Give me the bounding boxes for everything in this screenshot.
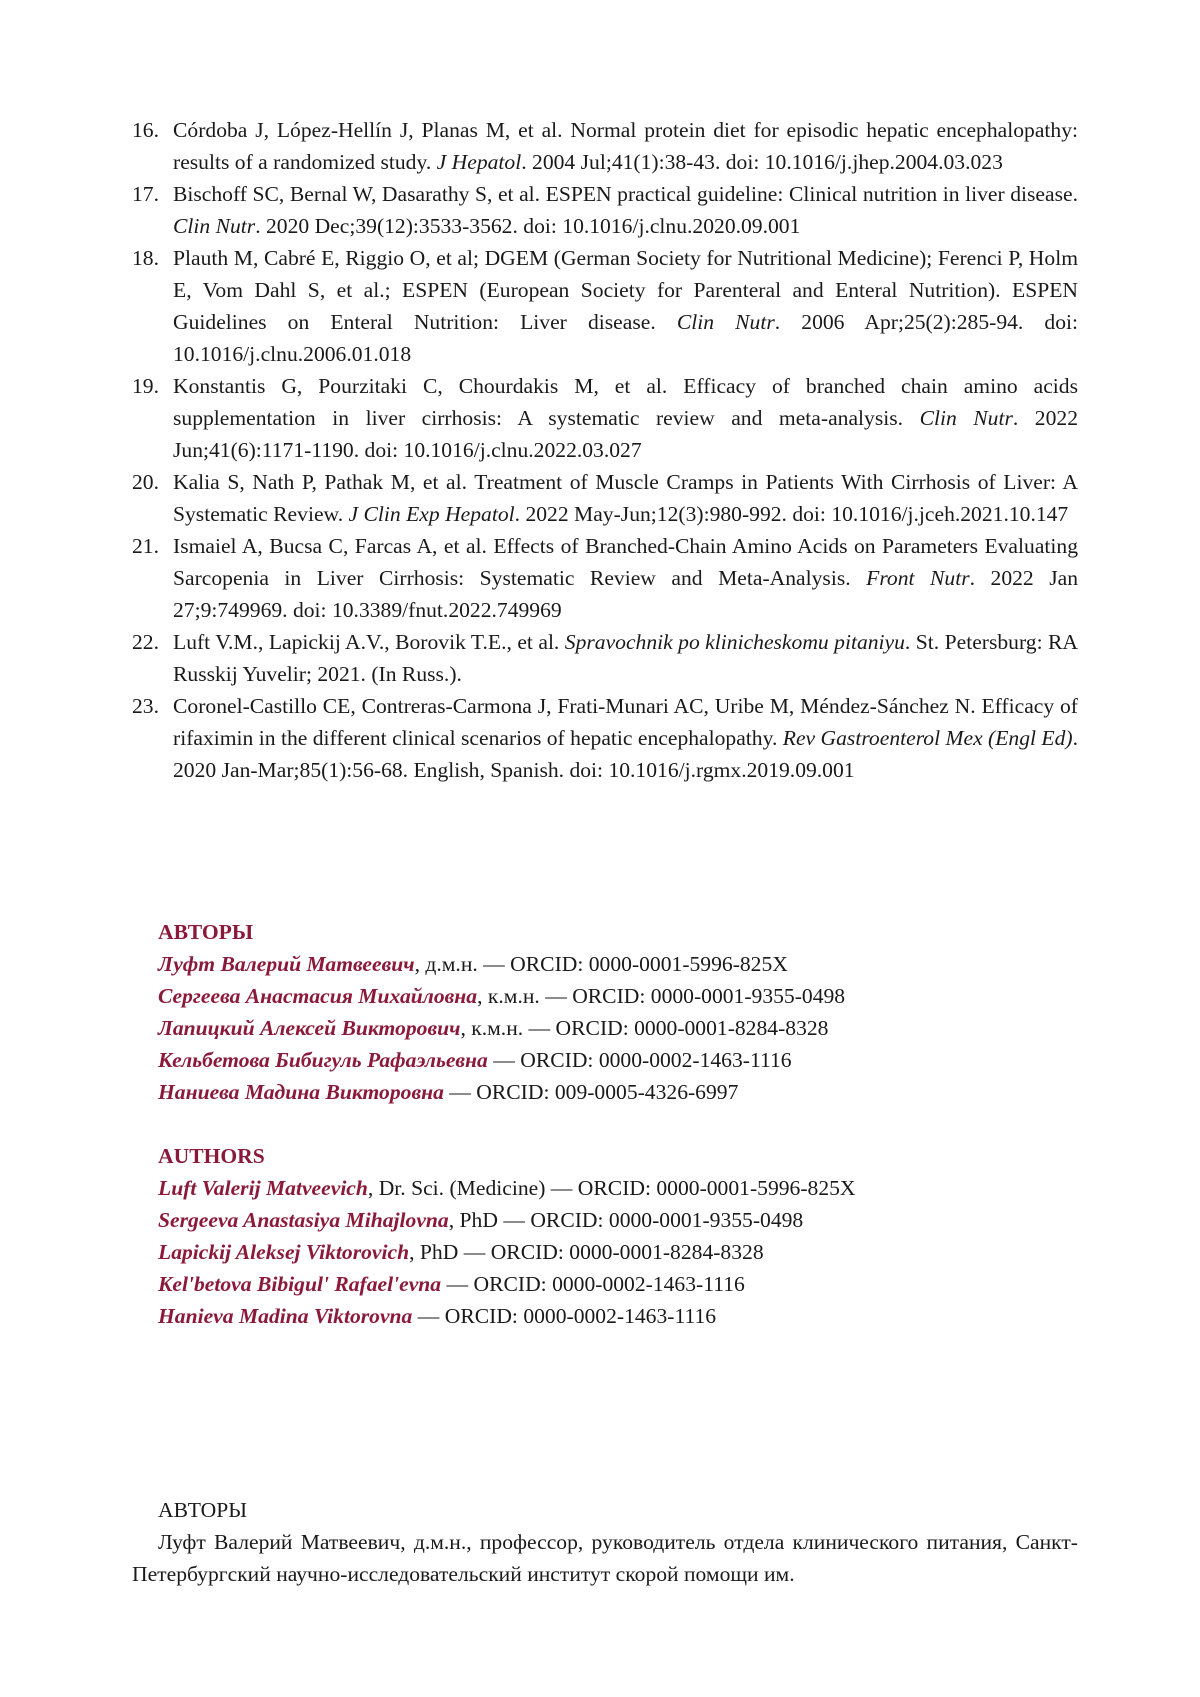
reference-details: . 2022 May-Jun;12(3):980-992. doi: 10.1016/j.jceh.2021.10.147 [515,502,1069,526]
reference-number: 19. [132,370,159,402]
reference-details: . St. Petersburg: RA Russkij Yuvelir; 2021. (In Russ.). [173,630,1078,686]
author-name: Кельбетова Бибигуль Рафаэльевна [158,1048,488,1072]
reference-details: . 2022 Jun;41(6):1171-1190. doi: 10.1016/j.clnu.2022.03.027 [173,406,1078,462]
reference-journal: Clin Nutr [677,310,775,334]
reference-details: . 2020 Jan-Mar;85(1):56-68. English, Spanish. doi: 10.1016/j.rgmx.2019.09.001 [173,726,1078,782]
reference-journal: J Hepatol [437,150,522,174]
author-name: Kel'betova Bibigul' Rafael'evna [158,1272,441,1296]
author-details: — ORCID: 0000-0002-1463-1116 [441,1272,745,1296]
author-line [158,1172,856,1204]
author-details: , PhD — ORCID: 0000-0001-8284-8328 [409,1240,764,1264]
reference-text: Bischoff SC, Bernal W, Dasarathy S, et al. ESPEN practical guideline: Clinical nutrition in liver disease. [173,182,1078,206]
authors-ru-section [158,916,845,1108]
reference-number: 23. [132,690,159,722]
document-page [0,0,1200,1697]
reference-list [132,114,1078,786]
reference-number: 17. [132,178,159,210]
reference-journal: J Clin Exp Hepatol [349,502,515,526]
author-name: Lapickij Aleksej Viktorovich [158,1240,409,1264]
reference-number: 18. [132,242,159,274]
reference-journal: Spravochnik po klinicheskomu pitaniyu [565,630,905,654]
author-name: Луфт Валерий Матвеевич [158,952,415,976]
author-name: Лапицкий Алексей Викторович [158,1016,460,1040]
author-line [158,1012,845,1044]
authors-en-section [158,1140,856,1332]
reference-item [132,466,1078,530]
reference-journal: Front Nutr [866,566,970,590]
reference-details: . 2022 Jan 27;9:749969. doi: 10.3389/fnut.2022.749969 [173,566,1078,622]
reference-item [132,370,1078,466]
authors-en-heading: AUTHORS [158,1140,856,1172]
author-line [158,948,845,980]
reference-journal: Clin Nutr [920,406,1013,430]
reference-item [132,114,1078,178]
reference-text: Córdoba J, López-Hellín J, Planas M, et al. Normal protein diet for episodic hepatic encephalopathy: results of a randomized study. [173,118,1078,174]
author-details: , к.м.н. — ORCID: 0000-0001-8284-8328 [460,1016,828,1040]
author-name: Наниева Мадина Викторовна [158,1080,444,1104]
author-line [158,1076,845,1108]
reference-journal: Clin Nutr [173,214,255,238]
reference-text: Konstantis G, Pourzitaki C, Chourdakis M, et al. Efficacy of branched chain amino acids supplementation in liver cirrhosis: A systematic review and meta-analysis. [173,374,1078,430]
author-line [158,1268,856,1300]
reference-item [132,690,1078,786]
reference-item [132,626,1078,690]
author-name: Luft Valerij Matveevich [158,1176,368,1200]
reference-details: . 2004 Jul;41(1):38-43. doi: 10.1016/j.jhep.2004.03.023 [521,150,1003,174]
reference-details: . 2020 Dec;39(12):3533-3562. doi: 10.1016/j.clnu.2020.09.001 [255,214,800,238]
reference-number: 16. [132,114,159,146]
reference-text: Luft V.M., Lapickij A.V., Borovik T.E., et al. [173,630,565,654]
author-details: , PhD — ORCID: 0000-0001-9355-0498 [449,1208,804,1232]
reference-item [132,530,1078,626]
author-name: Сергеева Анастасия Михайловна [158,984,477,1008]
reference-text: Ismaiel A, Bucsa C, Farcas A, et al. Effects of Branched-Chain Amino Acids on Parameters Evaluating Sarcopenia in Liver Cirrhosis: Systematic Review and Meta-Analysis. [173,534,1078,590]
author-name: Hanieva Madina Viktorovna [158,1304,412,1328]
footer-authors-heading: АВТОРЫ [158,1494,247,1526]
reference-text: Plauth M, Cabré E, Riggio O, et al; DGEM (German Society for Nutritional Medicine); Ferenci P, Holm E, Vom Dahl S, et al.; ESPEN (European Society for Parenteral and Enteral Nutrition). ESPEN Guidelines on Enteral Nutrition: Liver disease. [173,246,1078,334]
reference-details: . 2006 Apr;25(2):285-94. doi: 10.1016/j.clnu.2006.01.018 [173,310,1078,366]
author-line [158,1204,856,1236]
reference-item [132,242,1078,370]
author-details: , Dr. Sci. (Medicine) — ORCID: 0000-0001-5996-825X [368,1176,856,1200]
author-name: Sergeeva Anastasiya Mihajlovna [158,1208,449,1232]
reference-item [132,178,1078,242]
author-details: — ORCID: 009-0005-4326-6997 [444,1080,739,1104]
author-line [158,1044,845,1076]
reference-journal: Rev Gastroenterol Mex (Engl Ed) [783,726,1073,750]
reference-number: 21. [132,530,159,562]
author-line [158,1236,856,1268]
author-details: — ORCID: 0000-0002-1463-1116 [412,1304,716,1328]
author-bio-paragraph: Луфт Валерий Матвеевич, д.м.н., профессор, руководитель отдела клинического питания, Санкт-Петербургский научно-исследовательский институт скорой помощи им. [132,1526,1078,1590]
author-line [158,980,845,1012]
author-details: , д.м.н. — ORCID: 0000-0001-5996-825X [415,952,788,976]
reference-number: 22. [132,626,159,658]
author-details: , к.м.н. — ORCID: 0000-0001-9355-0498 [477,984,845,1008]
reference-text: Coronel-Castillo CE, Contreras-Carmona J, Frati-Munari AC, Uribe M, Méndez-Sánchez N. Efficacy of rifaximin in the different clinical scenarios of hepatic encephalopathy. [173,694,1078,750]
author-details: — ORCID: 0000-0002-1463-1116 [488,1048,792,1072]
author-line [158,1300,856,1332]
reference-text: Kalia S, Nath P, Pathak M, et al. Treatment of Muscle Cramps in Patients With Cirrhosis of Liver: A Systematic Review. [173,470,1078,526]
authors-ru-heading: АВТОРЫ [158,916,845,948]
reference-number: 20. [132,466,159,498]
